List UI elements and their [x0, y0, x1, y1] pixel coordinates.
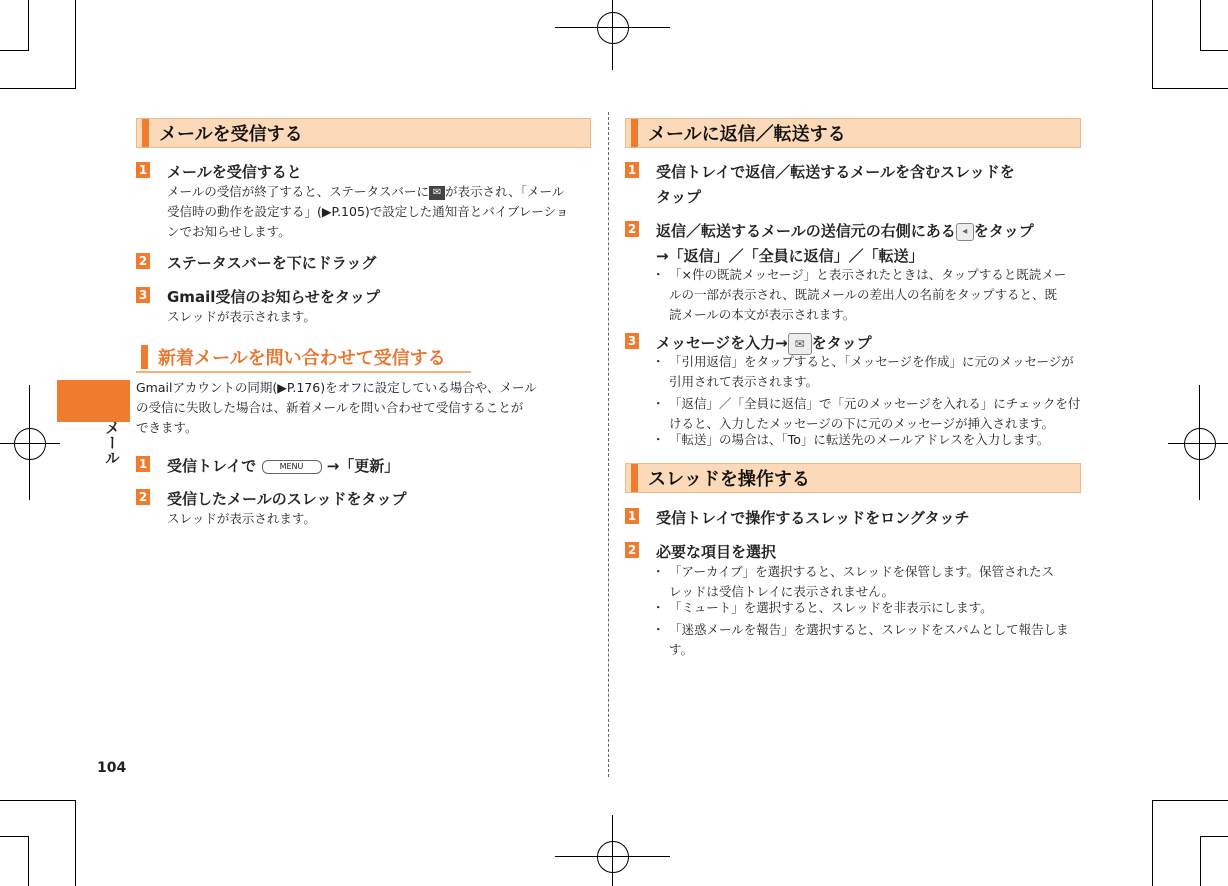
thread-step-2-bullet-2: ・ 「ミュート」を選択すると、スレッドを非表示にします。	[655, 598, 1097, 618]
reply-step-3-bullet-1: ・ 「引用返信」をタップすると、「メッセージを作成」に元のメッセージが 引用されて表示されます。	[655, 352, 1097, 392]
mail-icon: ✉	[429, 186, 445, 200]
step-3-body: スレッドが表示されます。	[167, 309, 316, 324]
reply-step-2-bullet: ・ 「×件の既読メッセージ」と表示されたときは、タップすると既読メー ルの一部が表示され、既読メールの差出人の名前をタップすると、既 読メールの本文が表示されます。	[655, 265, 1097, 325]
send-icon: ✉	[788, 333, 812, 355]
menu-key-icon: MENU	[262, 460, 322, 474]
page-number: 104	[97, 760, 127, 776]
section-heading-thread: スレッドを操作する	[625, 463, 1081, 493]
chapter-tab-label: メール	[103, 420, 121, 465]
section-heading-receive: メールを受信する	[136, 118, 591, 148]
chapter-tab	[57, 380, 130, 422]
reply-step-3-bullet-2: ・ 「返信」／「全員に返信」で「元のメッセージを入れる」にチェックを付 けると、入力したメッセージの下に元のメッセージが挿入されます。	[655, 394, 1097, 434]
section-heading-reply: メールに返信／転送する	[625, 118, 1081, 148]
thread-step-2-bullet-3: ・ 「迷惑メールを報告」を選択すると、スレッドをスパムとして報告しま す。	[655, 620, 1097, 660]
column-divider	[608, 112, 609, 777]
reply-step-3-bullet-3: ・ 「転送」の場合は、「To」に転送先のメールアドレスを入力します。	[655, 430, 1097, 450]
new-mail-intro: Gmailアカウントの同期(▶P.176)をオフに設定している場合や、メール の受信に失敗した場合は、新着メールを問い合わせて受信することが できます。	[136, 380, 537, 435]
section-heading-new-mail: 新着メールを問い合わせて受信する	[136, 343, 591, 371]
new-step-2-body: スレッドが表示されます。	[167, 511, 316, 526]
thread-step-2-bullet-1: ・ 「アーカイブ」を選択すると、スレッドを保管します。保管されたス レッドは受信トレイに表示されません。	[655, 562, 1097, 602]
reply-arrow-icon: ◂	[956, 223, 974, 241]
step-1-body: メールの受信が終了すると、ステータスバーに ✉ が表示され、「メール 受信時の動作を設定する」(▶P.105)で設定した通知音とバイブレーショ ンでお知らせします。	[167, 184, 569, 239]
